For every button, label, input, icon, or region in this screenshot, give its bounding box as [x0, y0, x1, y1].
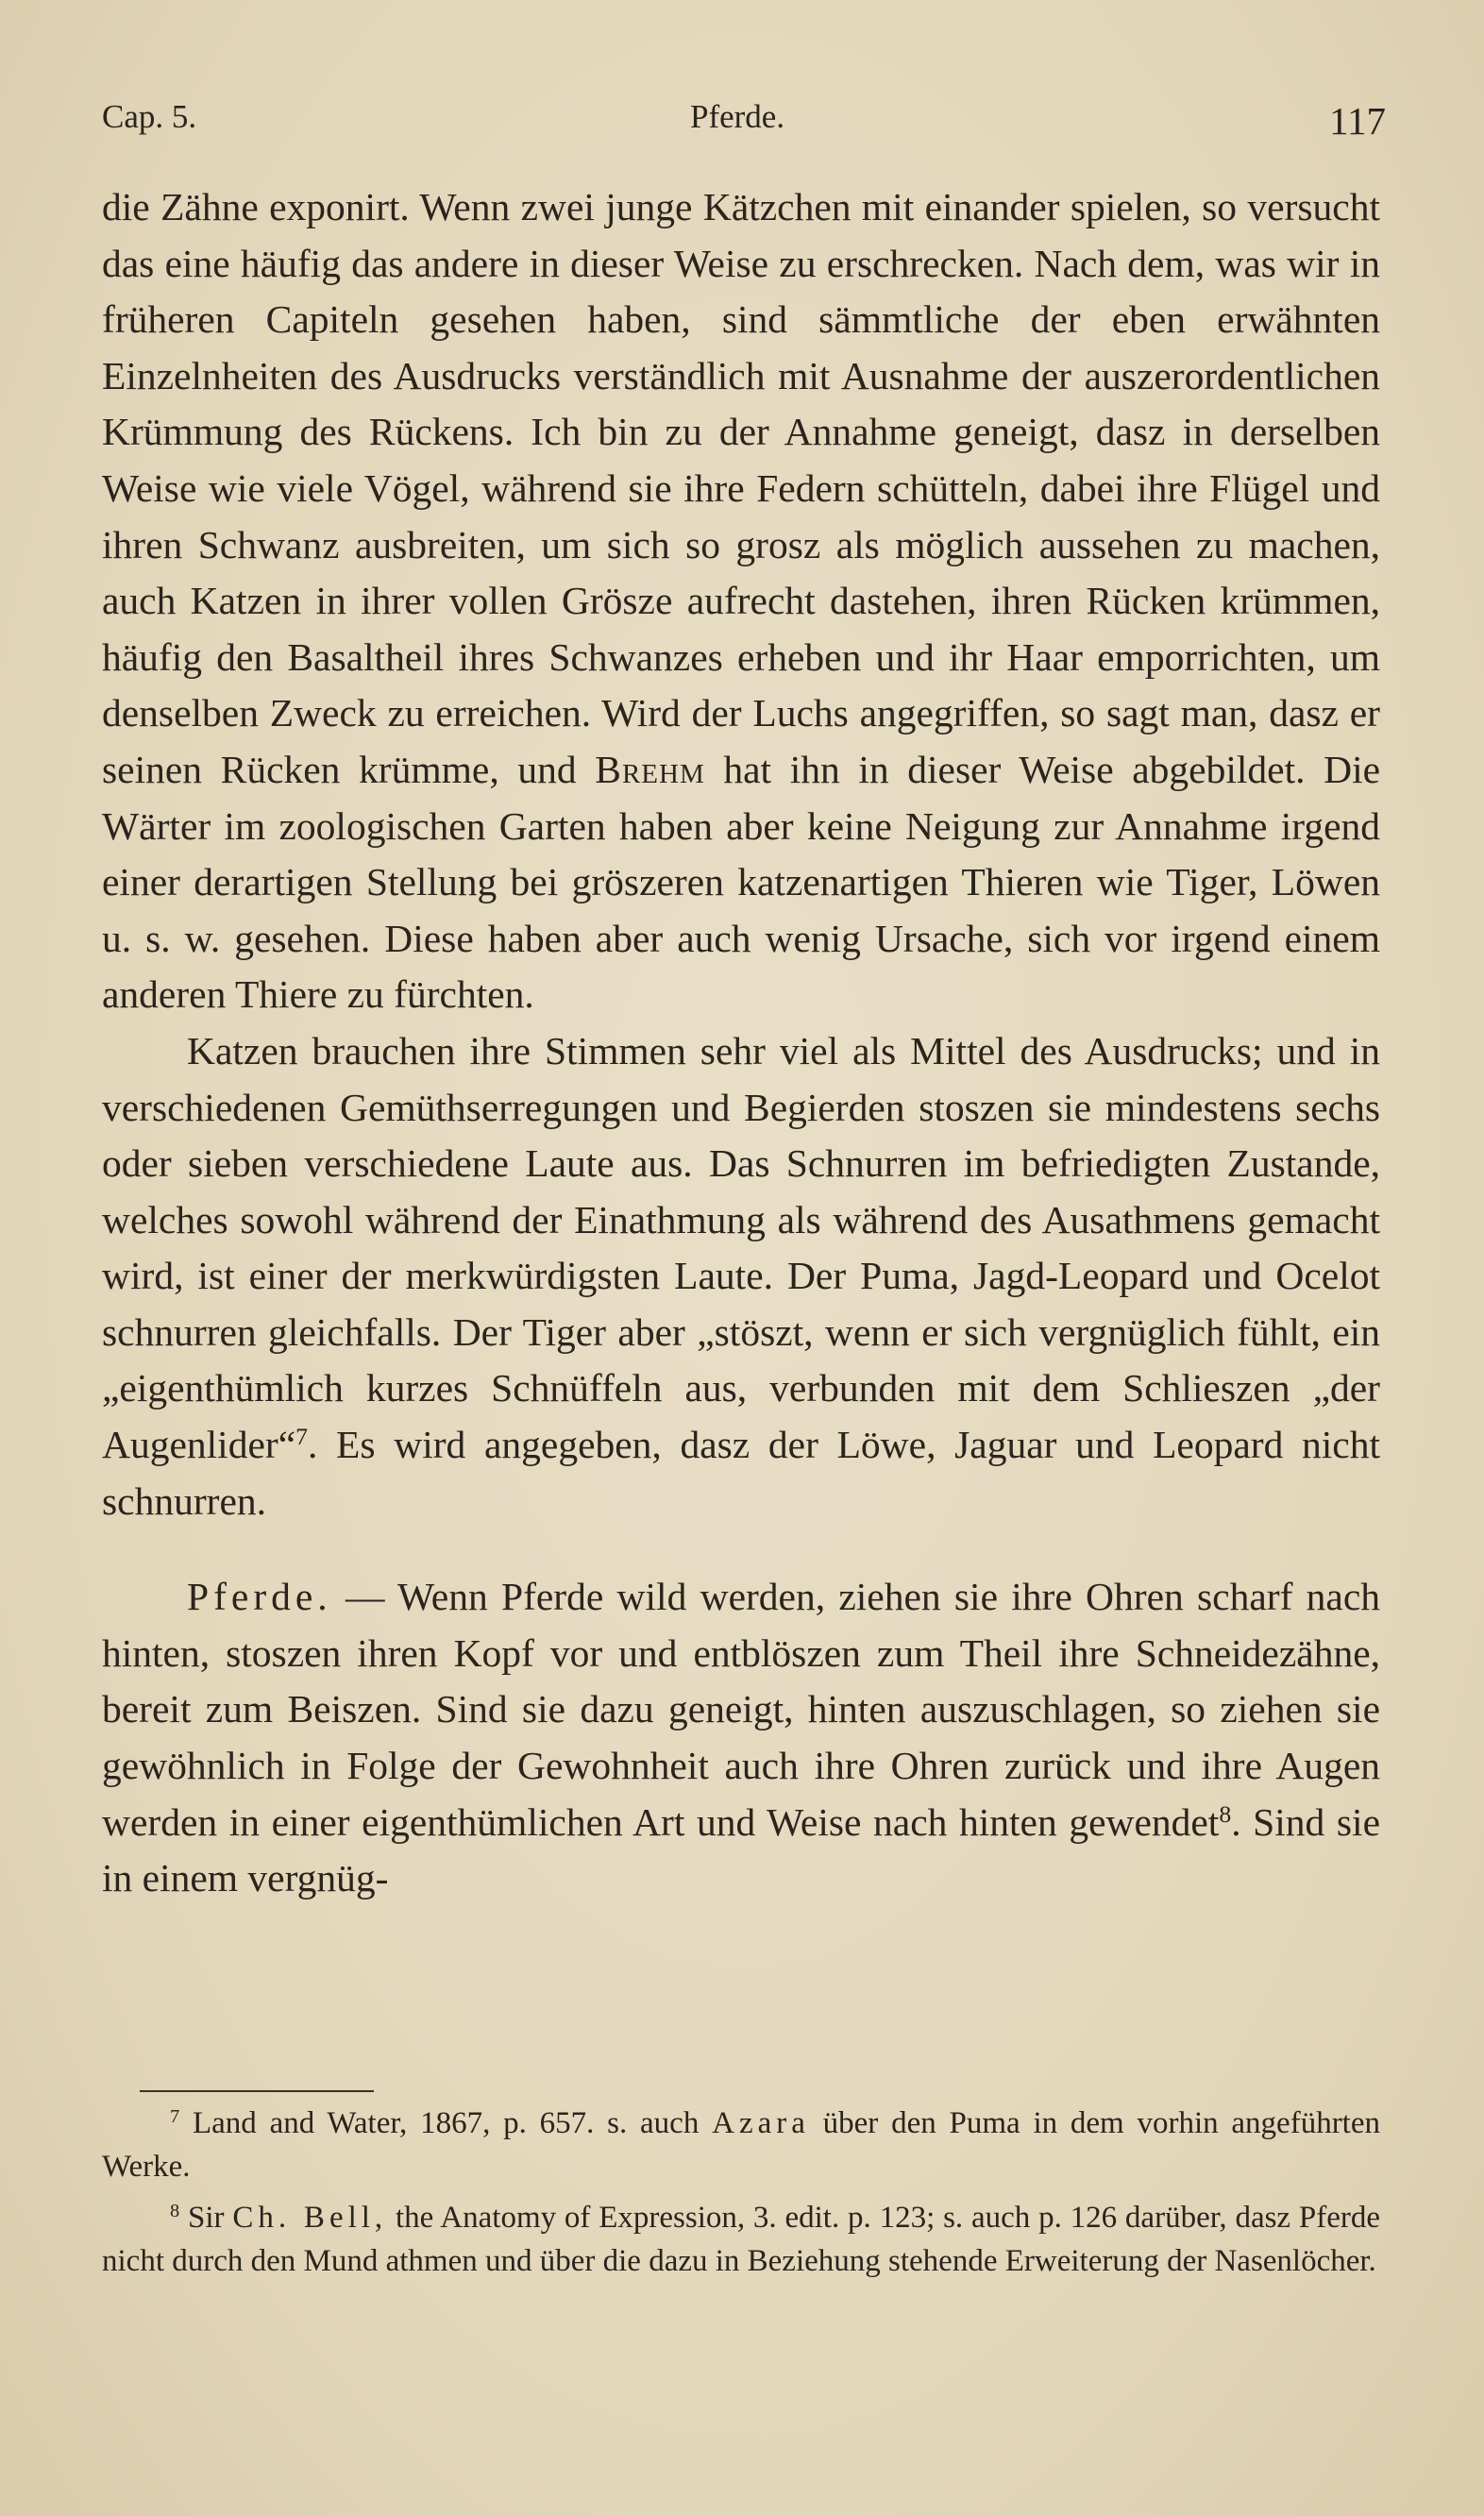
author-name-azara: Azara: [712, 2106, 810, 2140]
paragraph-text: die Zähne exponirt. Wenn zwei junge Kätzchen mit einander spielen, so versucht das eine häufig das andere in dieser Weise zu erschrecken. Nach dem, was wir in früheren Capiteln gesehen haben, sind sämmtliche der eben erwähnten Einzelnheiten des Ausdrucks verständlich mit Ausnahme der auszerordentlichen Krümmung des Rückens. Ich bin zu der Annahme geneigt, dasz in derselben Weise wie viele Vögel, während sie ihre Federn schütteln, dabei ihre Flügel und ihren Schwanz ausbreiten, um sich so grosz als möglich aussehen zu machen, auch Katzen in ihrer vollen Grösze aufrecht dastehen, ihren Rücken krümmen, häufig den Basaltheil ihres Schwanzes erheben und ihr Haar emporrichten, um denselben Zweck zu erreichen. Wird der Luchs angegriffen, so sagt man, dasz er seinen Rücken krümme, und: [102, 185, 1380, 791]
paragraph-cats-voice: [102, 1023, 1380, 1529]
footnote-text: Land and Water, 1867, p. 657. s. auch: [193, 2106, 700, 2140]
footnote-7: [102, 2102, 1380, 2188]
paragraph-cats-posture: [102, 179, 1380, 1023]
chapter-label: Cap. 5.: [102, 98, 197, 135]
author-name-bell: Ch. Bell,: [232, 2201, 388, 2235]
paragraph-text-end: . Sind sie in einem vergnüg-: [102, 1799, 1380, 1900]
footnote-text-end: über den Puma in dem vorhin angeführten Werke.: [102, 2106, 1381, 2184]
author-name-brehm: Brehm: [595, 747, 705, 791]
footnotes: [102, 2102, 1380, 2283]
main-text: [102, 179, 1380, 1907]
footnote-mark: 7: [170, 2105, 180, 2127]
section-heading-pferde: Pferde.: [187, 1575, 332, 1619]
paragraph-horses: [102, 1569, 1380, 1907]
footnote-text: Sir: [188, 2201, 225, 2235]
footnote-text-end: the Anatomy of Expression, 3. edit. p. 123; s. auch p. 126 darüber, dasz Pferde nicht durch den Mund athmen und über die dazu in Beziehung stehende Erweiterung der Nasenlöcher.: [102, 2201, 1381, 2278]
footnote-divider: [140, 2090, 374, 2092]
paragraph-text: — Wenn Pferde wild werden, ziehen sie ihre Ohren scharf nach hinten, stoszen ihren Kopf vor und entblöszen zum Theil ihre Schneidezähne, bereit zum Beiszen. Sind sie dazu geneigt, hinten auszuschlagen, so ziehen sie gewöhnlich in Folge der Gewohnheit auch ihre Ohren zurück und ihre Augen werden in einer eigenthümlichen Art und Weise nach hinten gewendet: [102, 1575, 1380, 1844]
footnote-mark: 8: [170, 2200, 180, 2221]
running-header: [102, 98, 1386, 155]
footnote-ref-7: 7: [295, 1422, 308, 1450]
footnote-ref-8: 8: [1219, 1799, 1232, 1828]
paragraph-text-end: . Es wird angegeben, dasz der Löwe, Jaguar und Leopard nicht schnurren.: [102, 1423, 1380, 1523]
footnote-8: [102, 2196, 1380, 2283]
paragraph-text-end: hat ihn in dieser Weise abgebildet. Die Wärter im zoologischen Garten haben aber keine Neigung zur Annahme irgend einer derartigen Stellung bei gröszeren katzenartigen Thieren wie Tiger, Löwen u. s. w. gesehen. Diese haben aber auch wenig Ursache, sich vor irgend einem anderen Thiere zu fürchten.: [102, 747, 1381, 1017]
running-title: Pferde.: [690, 98, 785, 135]
paragraph-text: Katzen brauchen ihre Stimmen sehr viel als Mittel des Ausdrucks; und in verschiedenen Gemüthserregungen und Begierden stoszen sie mindestens sechs oder sieben verschiedene Laute aus. Das Schnurren im befriedigten Zustande, welches sowohl während der Einathmung als während des Ausathmens gemacht wird, ist einer der merkwürdigsten Laute. Der Puma, Jagd-Leopard und Ocelot schnurren gleichfalls. Der Tiger aber „stöszt, wenn er sich vergnüglich fühlt, ein „eigenthümlich kurzes Schnüffeln aus, verbunden mit dem Schlieszen „der Augenlider“: [102, 1028, 1380, 1467]
page-number: 117: [1329, 99, 1386, 143]
